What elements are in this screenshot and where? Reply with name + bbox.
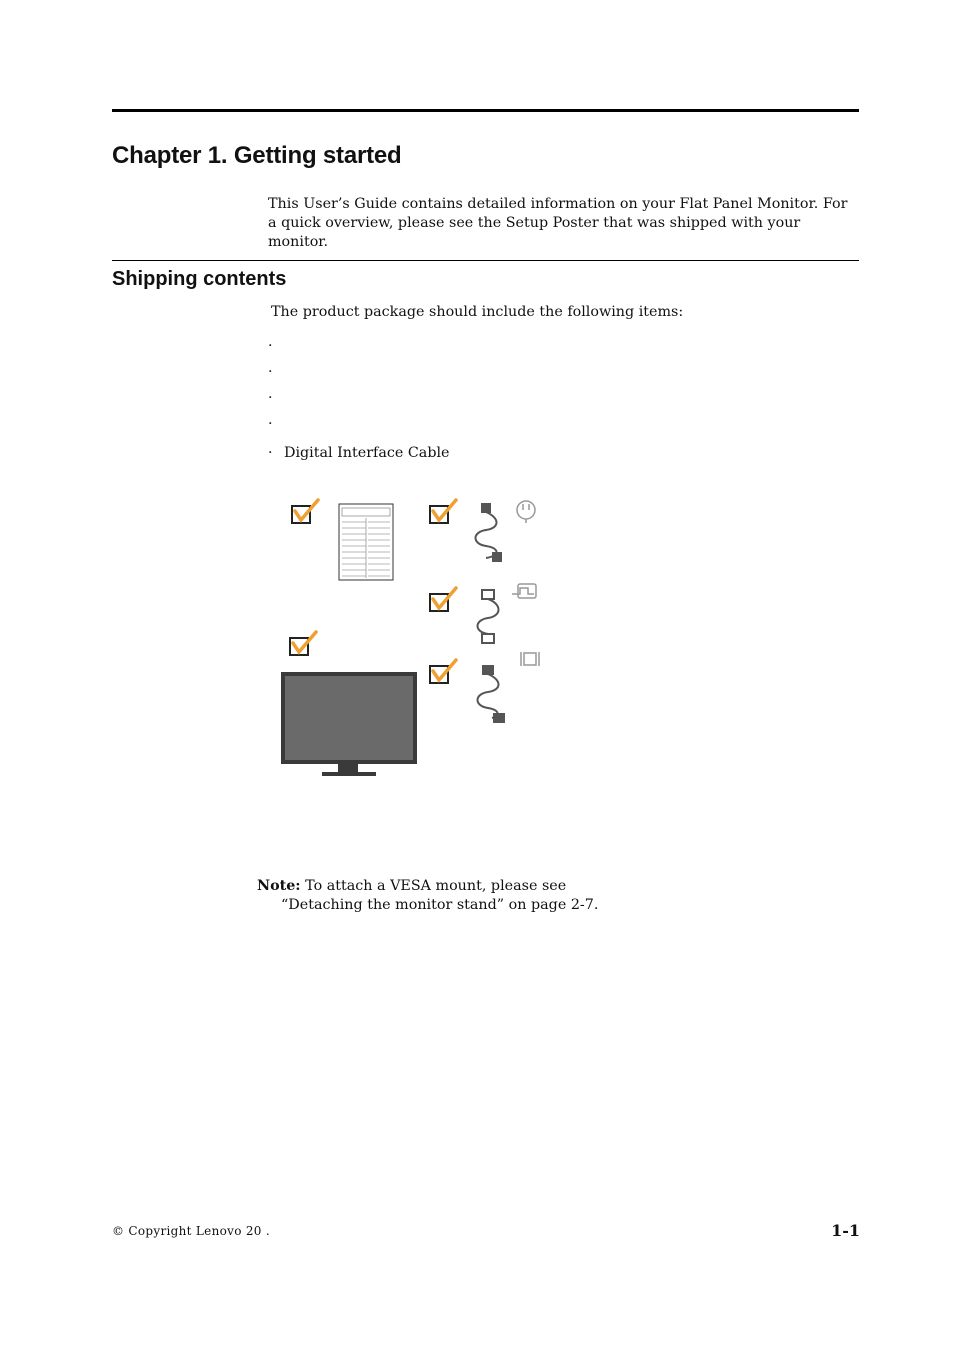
bullet-icon: · [268, 338, 273, 354]
list-item [268, 333, 450, 359]
analog-cable-icon [478, 590, 499, 643]
bullet-icon: · [268, 364, 273, 380]
analog-signal-icon [512, 584, 536, 598]
checkmark-icon [430, 660, 456, 683]
note-reference: “Detaching the monitor stand” on page 2-7. [281, 897, 599, 913]
bullet-icon: · [268, 445, 273, 461]
shipping-contents-illustration [270, 490, 560, 790]
section-title: Shipping contents [112, 268, 287, 290]
checkmark-icon [290, 632, 316, 655]
list-item [268, 359, 450, 385]
digital-signal-icon [521, 652, 539, 666]
list-item: · Digital Interface Cable [268, 440, 450, 466]
bullet-icon: · [268, 390, 273, 406]
list-item [268, 385, 450, 411]
setup-poster-icon [339, 504, 393, 580]
chapter-intro: This User’s Guide contains detailed information on your Flat Panel Monitor. For a quick overview, please see the Setup Poster that was shipped with your monitor. [268, 196, 848, 250]
list-item [268, 411, 450, 437]
note [257, 877, 598, 915]
checkmark-icon [292, 500, 318, 523]
bullet-icon: · [268, 416, 273, 432]
contents-list [268, 333, 450, 466]
package-text: The product package should include the following items: [271, 304, 684, 320]
copyright: © Copyright Lenovo 20 . [112, 1224, 270, 1238]
digital-cable-icon [478, 666, 505, 722]
power-plug-icon [517, 501, 535, 523]
chapter-rule [112, 109, 859, 112]
section-rule [112, 260, 859, 261]
page-number: 1-1 [831, 1221, 860, 1240]
monitor-icon [281, 672, 417, 776]
power-cable-icon [476, 504, 502, 561]
checkmark-icon [430, 500, 456, 523]
note-label: Note: [257, 878, 301, 894]
note-text: To attach a VESA mount, please see [300, 878, 567, 894]
chapter-title: Chapter 1. Getting started [112, 142, 402, 169]
checkmark-icon [430, 588, 456, 611]
